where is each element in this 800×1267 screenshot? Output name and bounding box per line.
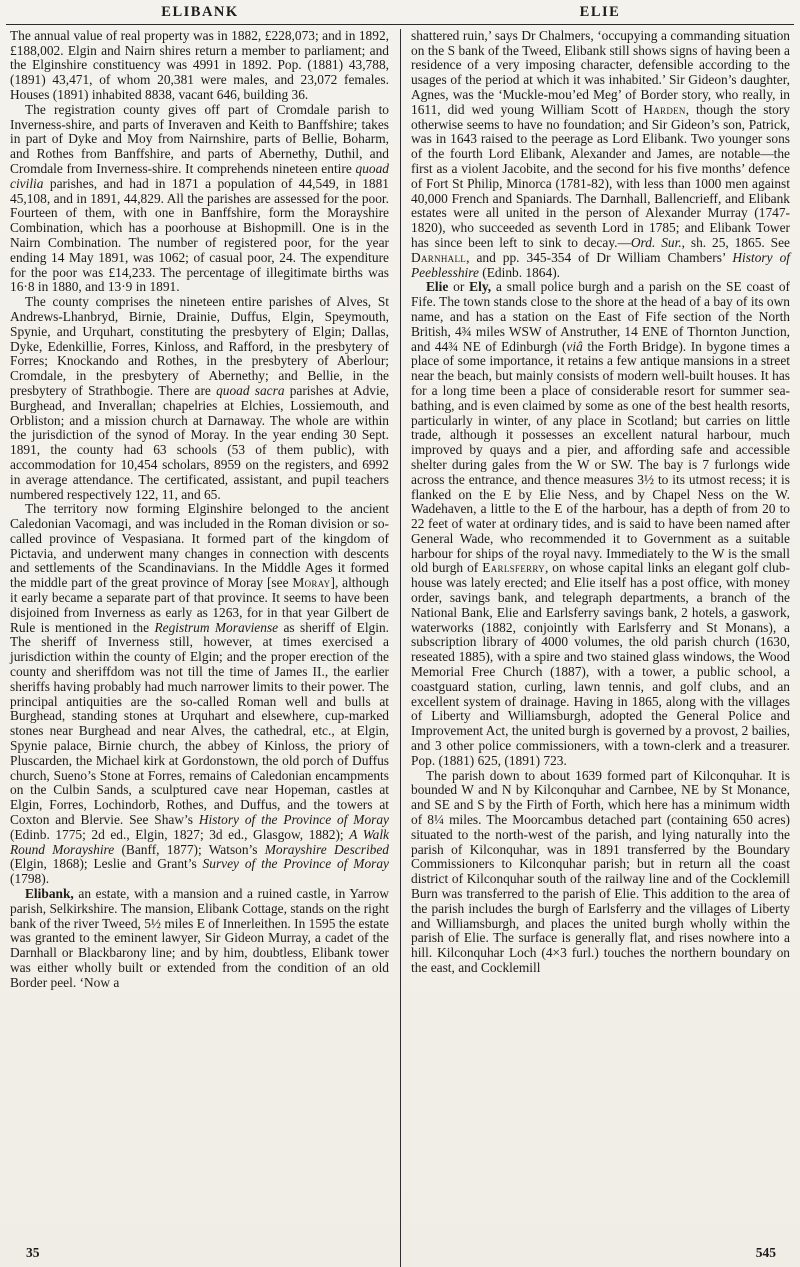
text-run: The parish down to about 1639 formed part of Kilconquhar. It is bounded W and N by Kilconquhar and Carnbee, NE by St Monance, and SE and S by the Firth of Forth, which here has a minimum width of 8¼ miles. The Moorcambus detached part (containing 650 acres) situated to the north-west of the parish, and lying naturally into the parish of Kilconquhar, was in 1891 transferred by the Boundary Commissioners to Kilconquhar parish; but in return all the coast district of Kilconquhar south of the railway line and of the Cocklemill Burn was transferred to the parish of Elie. This addition to the area of the parish includes the burgh of Earlsferry and the villages of Liberty and Williamsburgh, and places the united burgh wholly within the parish of Elie. The surface is generally flat, and rises nowhere into a hill. Kilconquhar Loch (4×3 furl.) touches the northern boundary on the east, and Cocklemill (411, 767, 790, 975)
text-run: Moray (292, 575, 331, 591)
column-divider (400, 29, 401, 1267)
page-number-right: 545 (755, 1245, 776, 1261)
paragraph (10, 295, 389, 502)
text-run: Registrum Moraviense (154, 619, 279, 635)
text-run: or (448, 279, 470, 295)
paragraph (10, 29, 389, 103)
text-run: The registration county gives off part of Cromdale parish to Inverness-shire, and parts of Inveraven and Keith to Banffshire; takes in part of Dyke and Moy from Nairnshire, parts of Bellie, Boharm, and Rothes from Banffshire, and parts of Abernethy, Duthil, and Cromdale from Inverness-shire. It comprehends nineteen entire (10, 101, 389, 176)
text-run: Ely, (469, 279, 492, 295)
text-run: (Banff, 1877); Watson’s (114, 841, 265, 857)
text-run: Darnhall (411, 249, 467, 265)
text-run: , though the story otherwise seems to have no foundation; and Sir Gideon’s son, Patrick, was in 1643 raised to the peerage as Lord Elibank. Two younger sons of the fourth Lord Elibank, Alexander and James, are notable—the first as a violent Jacobite, and the second for his five months’ defence of Fort St Philip, Minorca (1781-82), with less than 1000 men against 40,000 French and Spaniards. The Darnhall, Ballencrieff, and Elibank estates were all united in the person of Alexander Murray (1747-1820), who succeeded as seventh Lord in 1785; and Elibank Tower has since been left to sink to decay.— (411, 101, 790, 250)
text-run: Elie (426, 279, 449, 295)
text-run: (Edinb. 1775; 2d ed., Elgin, 1827; 3d ed., Glasgow, 1882); (10, 826, 350, 842)
paragraph (10, 887, 389, 991)
text-run: Earlsferry (482, 560, 545, 576)
text-run: Ord. Sur. (630, 234, 682, 250)
text-run: (1798). (10, 871, 50, 887)
paragraph (10, 103, 389, 295)
text-run: History of the Province of Moray (198, 812, 389, 828)
text-run: The annual value of real property was in 1882, £228,073; and in 1892, £188,002. Elgin and Nairn shires return a member to parliament; and the Elginshire constituency was 4991 in 1892. Pop. (1881) 43,788, (1891) 43,471, of whom 20,381 were males, and 23,072 females. Houses (1891) inhabited 8838, vacant 646, building 36. (10, 27, 389, 102)
text-run: , and pp. 345-354 of Dr William Chambers’ (466, 249, 733, 265)
text-run: Morayshire Described (264, 841, 389, 857)
running-head-right: ELIE (579, 4, 621, 20)
paragraph (411, 280, 790, 768)
running-head-left: ELIBANK (161, 4, 239, 20)
text-run: A Walk Round Morayshire (10, 826, 389, 857)
text-run: Survey of the Province of Moray (202, 856, 389, 872)
text-run: , on whose capital links an elegant golf club-house was lately erected; and Elie itself has a post office, with money order, savings bank, and telegraph departments, a branch of the National Bank, Elie and Earlsferry savings bank, 2 hotels, a gaswork, waterworks (1882, conjointly with Earlsferry and St Monans), a subscription library of 4000 volumes, the old parish church (1630, reseated 1885), with a spire and two stained glass windows, the Wood Memorial Free Church (1887), with a tower, a public school, a coastguard station, curling, lawn tennis, and golf clubs, and an excellent system of drainage. Having in 1865, along with the villages of Liberty and Williamsburgh, adopted the General Police and Improvement Act, the united burgh is governed by a provost, 2 bailies, and 3 other police commissioners, with a town-clerk and a treasurer. Pop. (1881) 625, (1891) 723. (411, 560, 790, 768)
text-run: (Edinb. 1864). (478, 264, 560, 280)
text-run: shattered ruin,’ says Dr Chalmers, ‘occupying a commanding situation on the S bank of the Tweed, Elibank still shows signs of having been a residence of a very imposing character, defensible according to the usages of the period at which it was inhabited.’ Sir Gideon’s daughter, Agnes, was the ‘Muckle-mou’ed Meg’ of Border story, who really, in 1611, did wed young William Scott of (411, 27, 790, 117)
text-run: as sheriff of Elgin. The sheriff of Inverness still, however, at times exercised a jurisdiction within the county of Elgin; and the proper erection of the county and sheriffdom was not till the time of James II., the earlier sheriffs having probably had much narrower limits to their power. The principal antiquities are the so-called Roman well and bulls at Burghead, standing stones at Urquhart and elsewhere, cup-marked stones near Burghead and near Alves, the cathedral, etc., at Elgin, Spynie palace, Birnie church, the abbey of Kinloss, the priory of Pluscarden, the Michael kirk at Gordonstown, the old porch of Duffus church, Sueno’s Stone at Forres, remains of Caledonian encampments on the Culbin Sands, a sculptured cave near Hopeman, castles at Elgin, Forres, Lochindorb, Rothes, and Duffus, and the towers at Coxton and Blervie. See Shaw’s (10, 619, 390, 828)
text-run: a small police burgh and a parish on the SE coast of Fife. The town stands close to the shore at the head of a bay of its own name, and has a station on the East of Fife section of the North British, 4¾ miles WSW of Anstruther, 14 ENE of Thornton Junction, and 44¾ NE of Edinburgh ( (411, 279, 790, 354)
text-run: quoad sacra (216, 382, 285, 398)
text-run: Elibank, (25, 886, 74, 902)
paragraph (411, 29, 790, 281)
text-run: , sh. 25, 1865. See (681, 234, 790, 250)
text-run: the Forth Bridge). In bygone times a place of some importance, it retains a few antique mansions in a street near the beach, but mainly consists of modern well-built houses. It has for a long time been a place of considerable resort for summer sea-bathing, and is even claimed by some as one of the best health resorts, particularly in winter, of any place in Scotland; but carries on little trade, although it possesses an excellent natural harbour, much improved by quays and a pier, and affording safe and accessible shelter during gales from the W or SW. The bay is 7 furlongs wide across the entrance, and thence measures 3½ to its utmost recess; it is flanked on the E by Elie Ness, and by Chapel Ness on the W. Wadehaven, a little to the E of the harbour, has a depth of from 20 to 22 feet of water at ordinary tides, and is said to have been named after General Wade, who recommended it to Government as a suitable harbour for ships of the royal navy. Immediately to the W is the small old burgh of (411, 338, 790, 576)
paragraph (411, 769, 790, 976)
text-run: an estate, with a mansion and a ruined castle, in Yarrow parish, Selkirkshire. The mansion, Elibank Cottage, stands on the right bank of the river Tweed, 5½ miles E of Innerleithen. In 1595 the estate was granted to the eminent lawyer, Sir Gideon Murray, a cadet of the Darnhall or Blackbarony line; and by him, doubtless, Elibank tower was either wholly built or extended from the condition of an old Border peel. ‘Now a (10, 886, 389, 990)
text-run: History of Peeblesshire (411, 249, 790, 280)
paragraph (10, 502, 389, 887)
text-run: parishes at Advie, Burghead, and Inverallan; chapelries at Elchies, Lossiemouth, and Orbliston; and a mission church at Darnaway. The whole are within the jurisdiction of the synod of Moray. In the year ending 30 Sept. 1891, the county had 63 schools (53 of them public), with accommodation for 10,454 scholars, 8959 on the registers, and 6992 in average attendance. The certificated, assistant, and pupil teachers numbered respectively 122, 11, and 65. (10, 382, 389, 502)
running-heads (0, 0, 800, 20)
text-run: (Elgin, 1868); Leslie and Grant’s (10, 856, 203, 872)
text-run: The territory now forming Elginshire belonged to the ancient Caledonian Vacomagi, and was included in the Roman division or so-called province of Vespasiana. It formed part of the kingdom of Pictavia, and underwent many changes in connection with descents and settlements of the Scandinavians. In the Middle Ages it formed the middle part of the great province of Moray [see (10, 501, 389, 591)
text-run: viâ (566, 338, 583, 354)
text-run: quoad civilia (10, 160, 389, 191)
text-run: ], although it early became a separate part of that province. It seems to have been disjoined from Inverness as early as 1263, for in that year Gilbert de Rule is mentioned in the (10, 575, 389, 635)
right-column (400, 29, 790, 991)
text-run: parishes, and had in 1871 a population of 44,549, in 1881 45,108, and in 1891, 44,829. All the parishes are assessed for the poor. Fourteen of them, with one in Banffshire, form the Morayshire Combination, which has a poorhouse at Bishopmill. One is in the Nairn Combination. The number of registered poor, for the year ending 14 May 1891, was 1062; of casual poor, 24. The expenditure for the poor was £14,233. The percentage of illegitimate births was 16·8 in 1880, and 13·9 in 1891. (10, 175, 389, 295)
left-column (10, 29, 400, 991)
text-run: The county comprises the nineteen entire parishes of Alves, St Andrews-Lhanbryd, Birnie, Drainie, Duffus, Elgin, Speymouth, Spynie, and Urquhart, constituting the presbytery of Elgin; Dallas, Dyke, Edenkillie, Forres, Kinloss, and Rafford, in the presbytery of Forres; Knockando and Rothes, in the presbytery of Aberlour; Cromdale, in the presbytery of Abernethy; and Bellie, in the presbytery of Strathbogie. There are (10, 294, 389, 398)
text-run: Harden (643, 101, 686, 117)
page-number-left: 35 (26, 1245, 40, 1261)
